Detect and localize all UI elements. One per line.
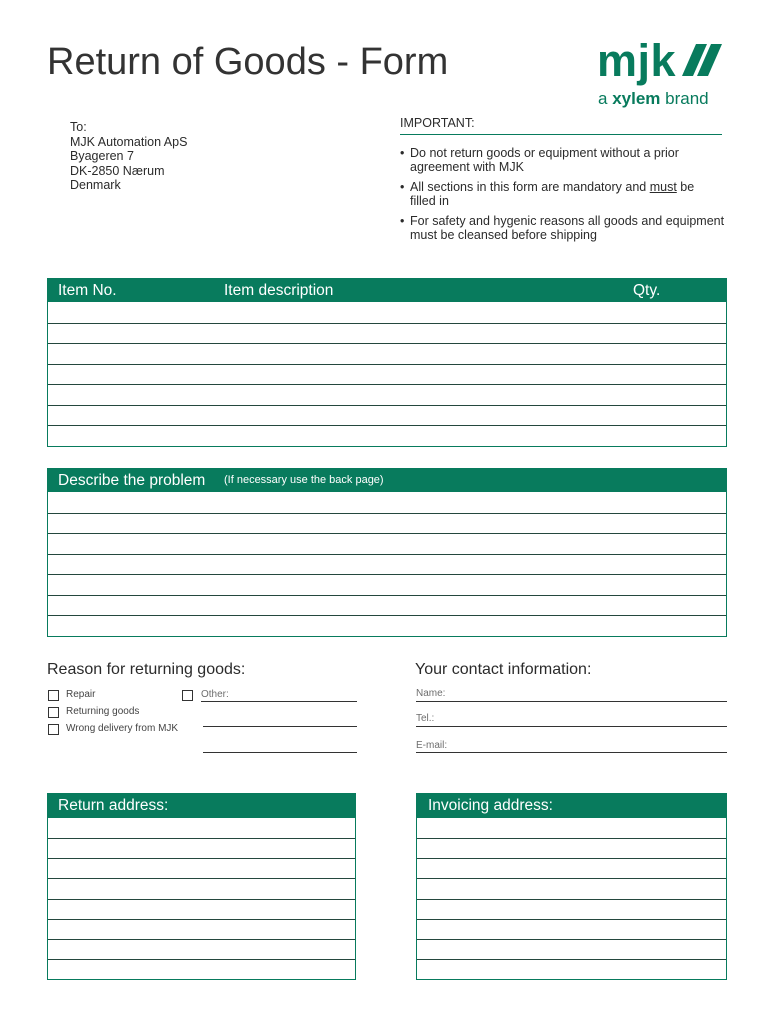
item-no-cell[interactable] [48, 302, 224, 323]
items-table-header [48, 279, 726, 302]
important-notice [400, 116, 727, 248]
column-header-item-no: Item No. [58, 282, 117, 299]
qty-cell[interactable] [633, 406, 726, 426]
logo-slashes-icon [682, 44, 722, 76]
item-description-cell[interactable] [224, 365, 633, 385]
recipient-line: DK-2850 Nærum [70, 163, 165, 178]
item-description-cell[interactable] [224, 385, 633, 405]
invoicing-address-body [417, 818, 726, 979]
item-description-cell[interactable] [224, 302, 633, 323]
bullet-emphasis: must [649, 179, 677, 194]
problem-description-line[interactable] [48, 513, 726, 534]
return-address-line[interactable] [48, 959, 355, 979]
recipient-address [70, 120, 187, 193]
recipient-line: MJK Automation ApS [70, 134, 188, 149]
invoicing-address-line[interactable] [417, 838, 726, 858]
problem-description-body [48, 492, 726, 636]
reason-heading: Reason for returning goods: [47, 661, 246, 678]
item-no-cell[interactable] [48, 406, 224, 426]
email-label: E-mail: [416, 740, 448, 751]
item-no-cell[interactable] [48, 365, 224, 385]
item-no-cell[interactable] [48, 385, 224, 405]
return-address-line[interactable] [48, 939, 355, 959]
important-bullet [400, 214, 727, 242]
qty-cell[interactable] [633, 344, 726, 364]
qty-cell[interactable] [633, 426, 726, 446]
item-description-cell[interactable] [224, 426, 633, 446]
repair-checkbox[interactable] [48, 690, 59, 701]
invoicing-address-line[interactable] [417, 919, 726, 939]
invoicing-address-line[interactable] [417, 818, 726, 838]
tagline-prefix: a [598, 89, 608, 108]
invoicing-address-heading: Invoicing address: [428, 797, 553, 814]
bullet-text: • Do not return goods or equipment without a prior [410, 145, 679, 160]
column-header-qty: Qty. [633, 282, 661, 299]
bullet-text: must be cleansed before shipping [410, 227, 597, 242]
tel-field[interactable] [416, 726, 727, 727]
return-address-header [48, 794, 355, 818]
name-label: Name: [416, 688, 446, 699]
bullet-text: filled in [410, 193, 449, 208]
table-row [48, 302, 726, 323]
item-description-cell[interactable] [224, 324, 633, 344]
important-bullet [400, 180, 727, 208]
return-address-line[interactable] [48, 919, 355, 939]
other-input-line[interactable] [203, 752, 357, 753]
contact-heading: Your contact information: [415, 661, 592, 678]
other-checkbox[interactable] [182, 690, 193, 701]
problem-description-line[interactable] [48, 595, 726, 616]
invoicing-address-line[interactable] [417, 858, 726, 878]
wrong-delivery-label: Wrong delivery from MJK [66, 723, 179, 734]
qty-cell[interactable] [633, 385, 726, 405]
column-header-description: Item description [224, 282, 334, 299]
invoicing-address-header [417, 794, 726, 818]
name-field[interactable] [416, 701, 727, 702]
bullet-text-part: be [680, 179, 695, 194]
return-address-body [48, 818, 355, 979]
tel-label: Tel.: [416, 713, 435, 724]
invoicing-address-line[interactable] [417, 899, 726, 919]
bullet-text: agreement with MJK [410, 159, 524, 174]
returning-goods-label: Returning goods [66, 706, 140, 717]
important-bullet [400, 146, 727, 174]
return-address-line[interactable] [48, 858, 355, 878]
problem-description-header [48, 469, 726, 492]
important-heading: IMPORTANT: [400, 116, 475, 130]
items-table [47, 278, 727, 447]
return-address-heading: Return address: [58, 797, 169, 814]
logo-tagline [598, 89, 709, 109]
other-input-line[interactable] [201, 701, 357, 702]
table-row [48, 343, 726, 364]
return-address-line[interactable] [48, 878, 355, 898]
bullet-text: • For safety and hygenic reasons all goods and equipment [410, 213, 725, 228]
tagline-suffix: brand [665, 89, 709, 108]
page-title: Return of Goods - Form [47, 41, 449, 83]
wrong-delivery-checkbox[interactable] [48, 724, 59, 735]
bullet-text [410, 180, 727, 194]
problem-description-line[interactable] [48, 554, 726, 575]
other-input-line[interactable] [203, 726, 357, 727]
qty-cell[interactable] [633, 324, 726, 344]
table-row [48, 323, 726, 344]
tagline-brand-name: xylem [612, 89, 661, 108]
repair-label: Repair [66, 689, 96, 700]
problem-description-line[interactable] [48, 533, 726, 554]
item-description-cell[interactable] [224, 406, 633, 426]
item-description-cell[interactable] [224, 344, 633, 364]
problem-description-line[interactable] [48, 574, 726, 595]
return-address-line[interactable] [48, 899, 355, 919]
problem-description-heading: Describe the problem [58, 472, 206, 489]
invoicing-address-box [416, 793, 727, 980]
table-row [48, 364, 726, 385]
table-row [48, 384, 726, 405]
return-address-line[interactable] [48, 818, 355, 838]
bullet-text-part: All sections in this form are mandatory and [410, 179, 647, 194]
email-field[interactable] [416, 752, 727, 753]
invoicing-address-line[interactable] [417, 959, 726, 979]
item-no-cell[interactable] [48, 344, 224, 364]
recipient-line: Byageren 7 [70, 149, 134, 163]
problem-description-line[interactable] [48, 615, 726, 636]
return-address-line[interactable] [48, 838, 355, 858]
returning-goods-checkbox[interactable] [48, 707, 59, 718]
important-divider [400, 134, 722, 135]
qty-cell[interactable] [633, 365, 726, 385]
problem-description-box [47, 468, 727, 637]
recipient-line: Denmark [70, 178, 121, 192]
logo-wordmark: mjk [597, 35, 677, 86]
item-no-cell[interactable] [48, 426, 224, 446]
table-row [48, 425, 726, 446]
problem-description-note: (If necessary use the back page) [224, 474, 384, 486]
item-no-cell[interactable] [48, 324, 224, 344]
other-label: Other: [201, 689, 229, 700]
recipient-label: To: [70, 120, 87, 134]
return-address-box [47, 793, 356, 980]
qty-cell[interactable] [633, 302, 726, 323]
important-bullet-list [400, 146, 727, 242]
table-row [48, 405, 726, 426]
invoicing-address-line[interactable] [417, 939, 726, 959]
problem-description-line[interactable] [48, 492, 726, 513]
items-table-body [48, 302, 726, 446]
invoicing-address-line[interactable] [417, 878, 726, 898]
